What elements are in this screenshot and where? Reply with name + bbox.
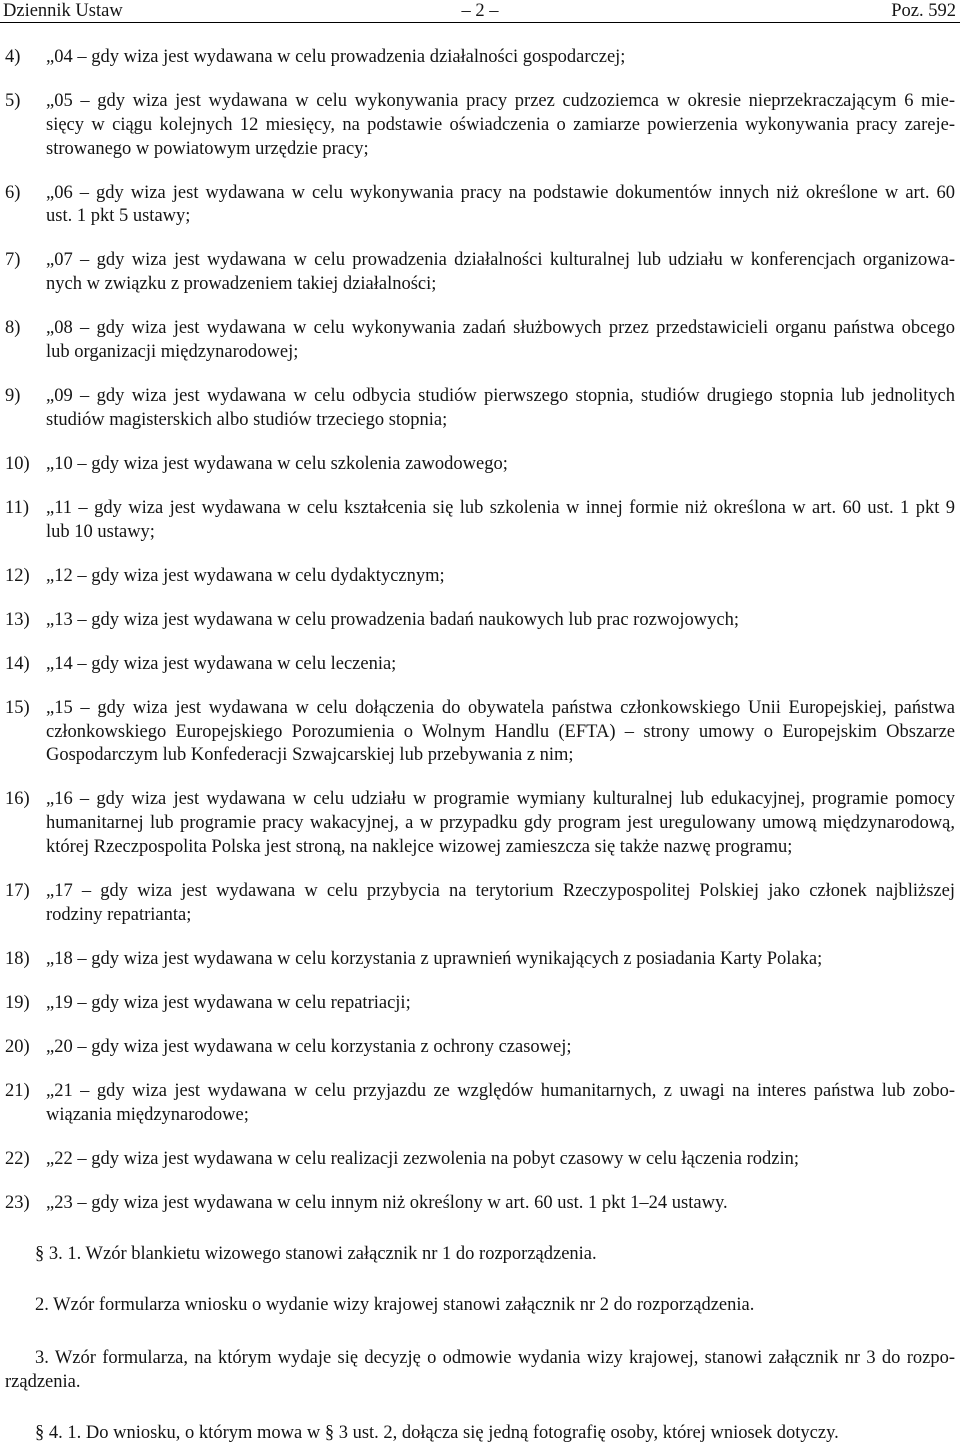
item-number: 8) xyxy=(5,318,21,339)
item-text-line: której Rzeczpospolita Polska jest stroną, na naklejce wizowej zamieszcza się także nazwę programu; xyxy=(46,836,793,857)
item-number: 15) xyxy=(5,697,30,718)
item-number: 12) xyxy=(5,565,30,586)
item-text-line: wiązania międzynarodowe; xyxy=(46,1104,249,1125)
item-text-line: humanitarnej lub programie pracy wakacyjnej, a w przypadku gdy program jest uregulowany umową międzynarodową, xyxy=(46,813,955,834)
item-text xyxy=(46,1148,955,1172)
item-text-line: „19 – gdy wiza jest wydawana w celu repatriacji; xyxy=(46,992,411,1013)
item-text-line: lub 10 ustawy; xyxy=(46,521,155,542)
item-text-line: „06 – gdy wiza jest wydawana w celu wykonywania pracy na podstawie dokumentów innych niż określone w art. 60 xyxy=(46,182,955,203)
item-text-line: „16 – gdy wiza jest wydawana w celu udziału w programie wymiany kulturalnej lub edukacyjnej, programie pomocy xyxy=(46,789,955,810)
regulation-paragraphs xyxy=(0,1243,960,1446)
item-text xyxy=(46,385,955,432)
list-item xyxy=(5,1080,955,1127)
item-number: 21) xyxy=(5,1081,30,1102)
item-number: 20) xyxy=(5,1036,30,1057)
list-item xyxy=(5,182,955,229)
list-item xyxy=(5,317,955,364)
item-text-line: ust. 1 pkt 5 ustawy; xyxy=(46,206,191,227)
item-text-line: „11 – gdy wiza jest wydawana w celu kształcenia się lub szkolenia w innej formie niż określona w art. 60 ust. 1 pkt 9 xyxy=(46,497,955,518)
list-item xyxy=(5,453,955,477)
item-text xyxy=(46,497,955,544)
item-text-line: „15 – gdy wiza jest wydawana w celu dołączenia do obywatela państwa członkowskiego Unii Europejskiej, państwa xyxy=(46,697,955,718)
item-text-line: „18 – gdy wiza jest wydawana w celu korzystania z uprawnień wynikających z posiadania Karty Polaka; xyxy=(46,948,823,969)
item-text-line: strowanego w powiatowym urzędzie pracy; xyxy=(46,138,369,159)
paragraph-line: § 3. 1. Wzór blankietu wizowego stanowi załącznik nr 1 do rozporządzenia. xyxy=(35,1244,597,1265)
list-item xyxy=(5,880,955,927)
item-number: 11) xyxy=(5,497,29,518)
item-text-line: „12 – gdy wiza jest wydawana w celu dydaktycznym; xyxy=(46,565,445,586)
journal-title: Dziennik Ustaw xyxy=(3,1,123,21)
header-rule xyxy=(0,22,960,23)
list-item xyxy=(5,385,955,432)
paragraph xyxy=(5,1347,955,1394)
item-number: 10) xyxy=(5,453,30,474)
item-number: 4) xyxy=(5,47,21,67)
list-item xyxy=(5,1192,955,1216)
paragraph-line: rządzenia. xyxy=(5,1371,81,1392)
list-item xyxy=(5,565,955,589)
item-text-line: „22 – gdy wiza jest wydawana w celu realizacji zezwolenia na pobyt czasowy w celu łączenia rodzin; xyxy=(46,1148,800,1169)
item-number: 14) xyxy=(5,653,30,674)
list-item xyxy=(5,1148,955,1172)
item-text xyxy=(46,992,955,1016)
item-text xyxy=(46,1192,955,1216)
item-text xyxy=(46,46,955,70)
paragraph xyxy=(5,1294,955,1318)
item-text xyxy=(46,948,955,972)
list-item xyxy=(5,90,955,161)
running-header xyxy=(0,0,960,22)
item-text-line: „20 – gdy wiza jest wydawana w celu korzystania z ochrony czasowej; xyxy=(46,1036,572,1057)
paragraph xyxy=(5,1422,955,1446)
item-text-line: „04 – gdy wiza jest wydawana w celu prowadzenia działalności gospodarczej; xyxy=(46,47,626,67)
item-text xyxy=(46,1080,955,1127)
list-item xyxy=(5,1036,955,1060)
paragraph-line: 3. Wzór formularza, na którym wydaje się decyzję o odmowie wydania wizy krajowej, stanowi załącznik nr 3 do rozpo- xyxy=(35,1348,955,1369)
paragraph-line: § 4. 1. Do wniosku, o którym mowa w § 3 ust. 2, dołącza się jedną fotografię osoby, której wniosek dotyczy. xyxy=(35,1422,839,1443)
item-number: 9) xyxy=(5,385,21,406)
list-item xyxy=(5,497,955,544)
paragraph xyxy=(5,1243,955,1267)
list-item xyxy=(5,788,955,859)
item-text-line: „05 – gdy wiza jest wydawana w celu wykonywania pracy przez cudzoziemca w okresie nieprzekraczającym 6 mie- xyxy=(46,91,955,112)
item-number: 7) xyxy=(5,250,21,271)
item-text xyxy=(46,1036,955,1060)
item-text xyxy=(46,182,955,229)
list-item xyxy=(5,609,955,633)
item-text-line: rodziny repatrianta; xyxy=(46,904,192,925)
item-text-line: „17 – gdy wiza jest wydawana w celu przybycia na terytorium Rzeczypospolitej Polskiej jako członek najbliższej xyxy=(46,880,955,901)
item-text-line: „09 – gdy wiza jest wydawana w celu odbycia studiów pierwszego stopnia, studiów drugiego stopnia lub jednolitych xyxy=(46,385,955,406)
item-text xyxy=(46,880,955,927)
item-text-line: „13 – gdy wiza jest wydawana w celu prowadzenia badań naukowych lub prac rozwojowych; xyxy=(46,609,739,630)
item-number: 17) xyxy=(5,880,30,901)
item-text-line: sięcy w ciągu kolejnych 12 miesięcy, na podstawie oświadczenia o zamiarze powierzenia wykonywania pracy zareje- xyxy=(46,114,955,135)
paragraph-line: 2. Wzór formularza wniosku o wydanie wizy krajowej stanowi załącznik nr 2 do rozporządzenia. xyxy=(35,1295,755,1316)
item-text xyxy=(46,453,955,477)
item-number: 19) xyxy=(5,992,30,1013)
item-text-line: Gospodarczym lub Konfederacji Szwajcarskiej lub przebywania z nim; xyxy=(46,745,574,766)
item-number: 23) xyxy=(5,1192,30,1213)
item-text-line: „08 – gdy wiza jest wydawana w celu wykonywania zadań służbowych przez przedstawicieli organu państwa obcego xyxy=(46,318,955,339)
item-number: 5) xyxy=(5,91,21,112)
list-item xyxy=(5,948,955,972)
item-text-line: „23 – gdy wiza jest wydawana w celu innym niż określony w art. 60 ust. 1 pkt 1–24 ustawy. xyxy=(46,1192,728,1213)
item-number: 13) xyxy=(5,609,30,630)
item-number: 6) xyxy=(5,182,21,203)
item-text xyxy=(46,317,955,364)
item-text xyxy=(46,653,955,677)
item-number: 18) xyxy=(5,948,30,969)
item-text-line: „07 – gdy wiza jest wydawana w celu prowadzenia działalności kulturalnej lub udziału w konferencjach organizowa- xyxy=(46,250,955,271)
list-item xyxy=(5,653,955,677)
item-text xyxy=(46,609,955,633)
item-text-line: nych w związku z prowadzeniem takiej działalności; xyxy=(46,274,437,295)
item-number: 22) xyxy=(5,1148,30,1169)
position-number: Poz. 592 xyxy=(891,1,956,21)
item-text xyxy=(46,90,955,161)
item-text-line: członkowskiego Europejskiego Porozumienia o Wolnym Handlu (EFTA) – strony umowy o Europejskim Obszarze xyxy=(46,721,955,742)
item-text-line: „10 – gdy wiza jest wydawana w celu szkolenia zawodowego; xyxy=(46,453,508,474)
item-number: 16) xyxy=(5,789,30,810)
item-text-line: „14 – gdy wiza jest wydawana w celu leczenia; xyxy=(46,653,397,674)
list-item xyxy=(5,697,955,768)
item-text-line: studiów magisterskich albo studiów trzeciego stopnia; xyxy=(46,409,448,430)
item-text-line: lub organizacji międzynarodowej; xyxy=(46,341,299,362)
list-item xyxy=(5,992,955,1016)
page-number: – 2 – xyxy=(461,1,499,21)
visa-code-list xyxy=(0,46,960,1216)
list-item xyxy=(5,46,955,70)
item-text-line: „21 – gdy wiza jest wydawana w celu przyjazdu ze względów humanitarnych, z uwagi na interes państwa lub zobo- xyxy=(46,1081,955,1102)
item-text xyxy=(46,697,955,768)
item-text xyxy=(46,249,955,296)
item-text xyxy=(46,565,955,589)
list-item xyxy=(5,249,955,296)
item-text xyxy=(46,788,955,859)
